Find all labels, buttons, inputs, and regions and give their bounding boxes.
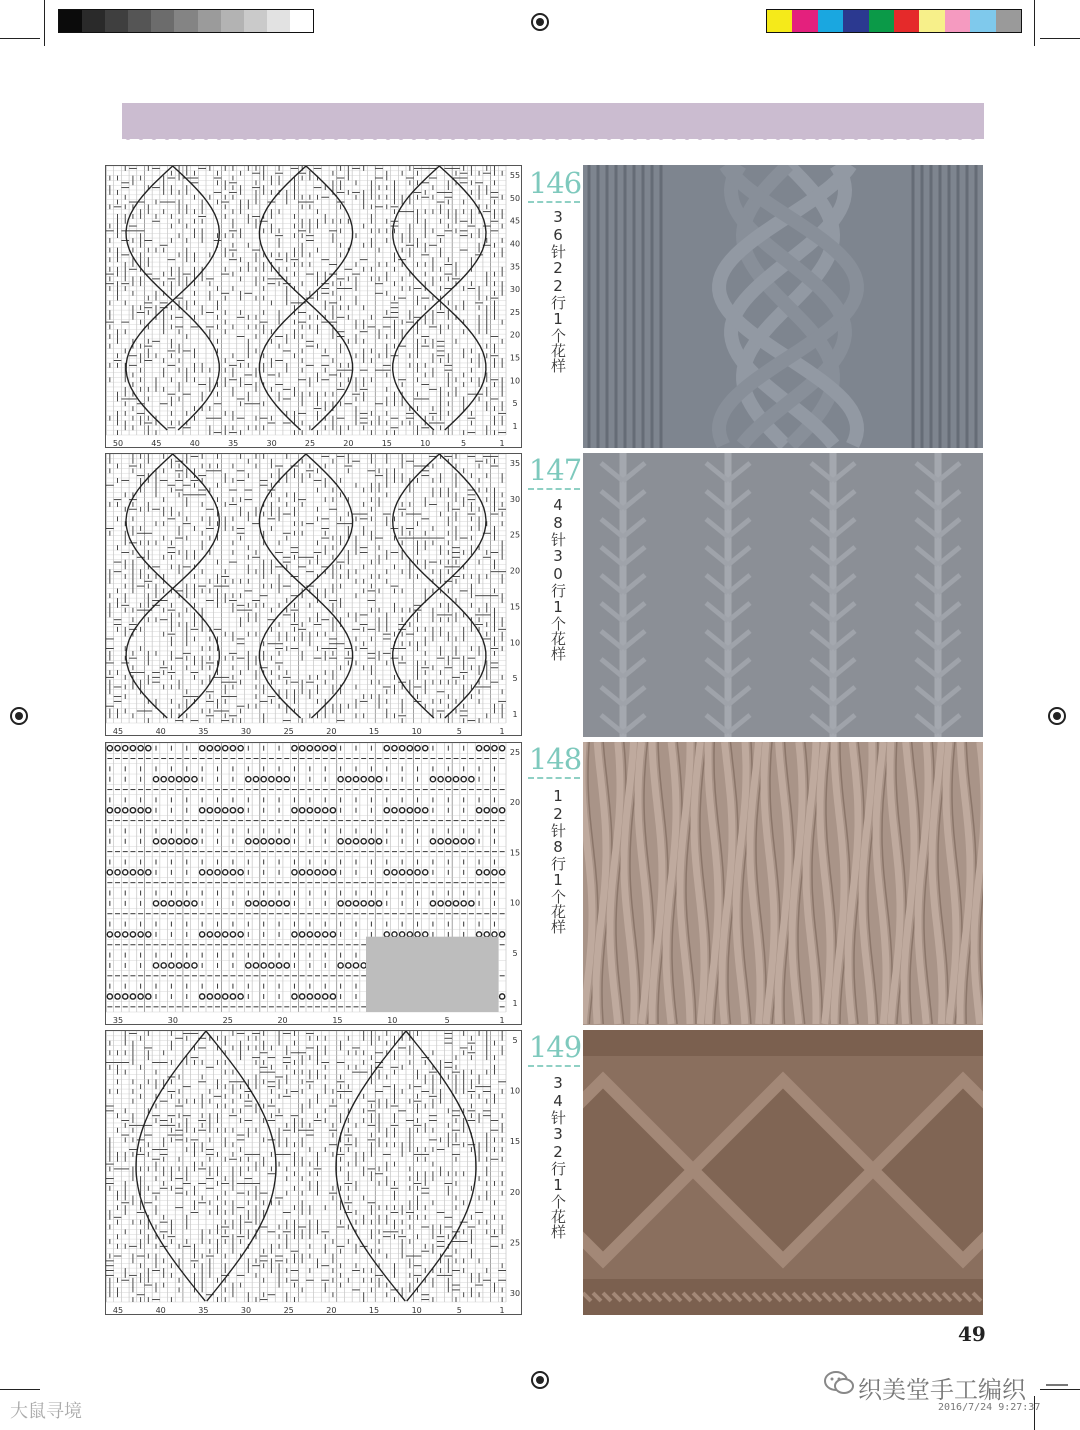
chart-149	[105, 1030, 522, 1315]
row-label: 10	[509, 1086, 521, 1096]
knitting-chart-146	[106, 166, 522, 448]
footer-timestamp: 2016/7/24 9:27:37	[938, 1402, 1041, 1413]
col-label: 15	[368, 727, 380, 736]
gray-swatch	[267, 10, 290, 32]
lace-scallop	[736, 134, 742, 140]
col-label: 25	[283, 727, 294, 736]
lace-scallop	[866, 134, 872, 140]
lace-scallop	[437, 134, 443, 140]
col-label: 10	[411, 1306, 422, 1315]
lace-scallop	[658, 134, 664, 140]
lace-scallop	[788, 134, 794, 140]
gray-swatch	[198, 10, 221, 32]
pattern-number: 147	[528, 453, 582, 487]
gray-swatch	[128, 10, 151, 32]
lace-scallop	[606, 134, 612, 140]
lace-scallop	[346, 134, 352, 140]
col-label: 30	[240, 1306, 252, 1315]
photo-147	[583, 453, 983, 737]
col-label: 25	[222, 1016, 233, 1025]
lace-scallop	[918, 134, 924, 140]
col-label: 1	[499, 439, 505, 448]
row-label: 15	[509, 602, 521, 612]
lace-scallop	[580, 134, 586, 140]
lace-scallop	[593, 134, 599, 140]
row-label: 10	[509, 638, 521, 648]
lace-scallop	[203, 134, 209, 140]
branch-cable-gray-swatch	[583, 453, 983, 737]
lace-scallop	[476, 134, 482, 140]
lace-scallop	[424, 134, 430, 140]
gray-swatch	[105, 10, 128, 32]
lace-scallop	[801, 134, 807, 140]
lace-scallop	[567, 134, 573, 140]
crop-mark	[1040, 38, 1080, 39]
crop-mark	[0, 38, 40, 39]
gray-scale-bar	[58, 9, 314, 33]
chart-146	[105, 165, 522, 448]
pattern-number-underline	[528, 201, 580, 203]
lace-scallop	[684, 134, 690, 140]
lace-scallop	[905, 134, 911, 140]
color-swatch	[843, 10, 868, 32]
lace-scallop	[645, 134, 651, 140]
col-label: 5	[444, 1016, 450, 1025]
color-swatch	[945, 10, 970, 32]
col-label: 25	[304, 439, 316, 448]
row-label: 40	[509, 239, 521, 249]
watermark-text: 织美堂手工编织	[858, 1376, 1026, 1404]
gray-swatch	[244, 10, 267, 32]
pattern-description: 12针8行1个花样	[549, 787, 567, 934]
lace-scallop	[229, 134, 235, 140]
lace-scallop	[463, 134, 469, 140]
lace-scallop	[151, 134, 157, 140]
row-label: 1	[512, 710, 518, 719]
col-label: 10	[420, 439, 431, 448]
lace-scallop	[333, 134, 339, 140]
color-swatch	[919, 10, 944, 32]
lace-scallop	[931, 134, 937, 140]
lace-scallop	[528, 134, 534, 140]
row-label: 5	[512, 1036, 518, 1045]
header-lace-edge	[122, 133, 984, 143]
col-label: 45	[112, 1306, 124, 1315]
lace-scallop	[164, 134, 170, 140]
col-label: 5	[461, 439, 467, 448]
row-label: 50	[509, 193, 521, 203]
crop-mark	[44, 0, 45, 46]
pattern-number-underline	[528, 777, 580, 779]
lace-scallop	[177, 134, 183, 140]
col-label: 1	[499, 727, 505, 736]
gray-swatch	[151, 10, 174, 32]
pattern-number: 148	[528, 742, 582, 776]
col-label: 50	[112, 439, 124, 448]
photo-146	[583, 165, 983, 448]
col-label: 25	[283, 1306, 294, 1315]
lace-scallop	[944, 134, 950, 140]
lace-scallop	[138, 134, 144, 140]
lace-scallop	[489, 134, 495, 140]
lace-scallop	[294, 134, 300, 140]
col-label: 20	[326, 727, 337, 736]
crop-mark	[1034, 0, 1035, 46]
col-label: 40	[189, 439, 200, 448]
col-label: 30	[240, 727, 252, 736]
gray-swatch	[82, 10, 105, 32]
lace-scallop	[697, 134, 703, 140]
col-label: 15	[381, 439, 392, 448]
lace-scallop	[749, 134, 755, 140]
col-label: 40	[155, 1306, 166, 1315]
lace-scallop	[671, 134, 677, 140]
row-label: 20	[509, 566, 521, 576]
row-label: 5	[512, 674, 518, 684]
lace-scallop	[892, 134, 898, 140]
lace-scallop	[242, 134, 248, 140]
row-label: 30	[509, 1289, 521, 1298]
lace-scallop	[853, 134, 859, 140]
lace-scallop	[970, 134, 976, 140]
lace-scallop	[216, 134, 222, 140]
lace-scallop	[385, 134, 391, 140]
col-label: 35	[198, 727, 209, 736]
color-swatch	[996, 10, 1021, 32]
registration-mark-right	[1048, 707, 1066, 725]
lace-scallop	[879, 134, 885, 140]
row-label: 1	[512, 999, 518, 1008]
row-label: 15	[509, 848, 521, 858]
lace-scallop	[450, 134, 456, 140]
lace-scallop	[268, 134, 274, 140]
row-label: 35	[509, 262, 521, 272]
diamond-lace-brown-swatch	[583, 1030, 983, 1315]
lace-scallop	[255, 134, 261, 140]
row-label: 45	[509, 216, 521, 226]
chart-147	[105, 453, 522, 736]
lace-scallop	[827, 134, 833, 140]
crop-mark	[0, 1389, 40, 1390]
lace-scallop	[502, 134, 508, 140]
lace-scallop	[541, 134, 547, 140]
chart-148	[105, 742, 522, 1025]
registration-mark-left	[10, 707, 28, 725]
pattern-description: 36针22行1个花样	[549, 208, 567, 373]
col-label: 15	[332, 1016, 343, 1025]
row-label: 30	[509, 494, 521, 504]
col-label: 1	[499, 1306, 505, 1315]
color-swatch	[767, 10, 792, 32]
watermark-dash	[1046, 1384, 1068, 1386]
lace-scallop	[723, 134, 729, 140]
wavy-rib-taupe-swatch	[583, 742, 983, 1025]
color-swatch	[894, 10, 919, 32]
color-swatch	[818, 10, 843, 32]
lace-scallop	[619, 134, 625, 140]
lace-scallop	[814, 134, 820, 140]
row-label: 25	[509, 530, 521, 540]
lace-scallop	[957, 134, 963, 140]
col-label: 35	[228, 439, 239, 448]
col-label: 1	[499, 1016, 505, 1025]
row-label: 5	[512, 399, 518, 409]
photo-148	[583, 742, 983, 1025]
col-label: 10	[387, 1016, 398, 1025]
row-label: 55	[509, 171, 521, 180]
knitting-chart-147	[106, 454, 522, 736]
pattern-number-underline	[528, 488, 580, 490]
col-label: 30	[266, 439, 277, 448]
page-number: 49	[958, 1322, 986, 1346]
lace-scallop	[190, 134, 196, 140]
row-label: 10	[509, 376, 521, 386]
col-label: 5	[456, 727, 462, 736]
repeat-area	[366, 937, 498, 1012]
color-swatch	[792, 10, 817, 32]
col-label: 40	[155, 727, 166, 736]
lace-scallop	[775, 134, 781, 140]
pattern-number: 146	[528, 166, 582, 200]
color-swatch	[970, 10, 995, 32]
lace-scallop	[372, 134, 378, 140]
col-label: 20	[277, 1016, 288, 1025]
row-label: 25	[509, 307, 521, 317]
pattern-number: 149	[528, 1030, 582, 1064]
col-label: 35	[198, 1306, 209, 1315]
knitting-chart-148	[106, 743, 522, 1025]
col-label: 5	[456, 1306, 462, 1315]
lace-scallop	[840, 134, 846, 140]
row-label: 25	[509, 748, 521, 757]
lace-scallop	[554, 134, 560, 140]
col-label: 30	[167, 1016, 178, 1025]
knitting-chart-149	[106, 1031, 522, 1315]
lace-scallop	[632, 134, 638, 140]
gray-swatch	[59, 10, 82, 32]
col-label: 15	[368, 1306, 380, 1315]
cable-knit-gray-swatch	[583, 165, 983, 448]
footer-left-text: 大鼠寻境	[10, 1401, 82, 1422]
lace-scallop	[307, 134, 313, 140]
row-label: 5	[512, 948, 518, 958]
lace-scallop	[359, 134, 365, 140]
gray-swatch	[290, 10, 313, 32]
registration-mark-top	[531, 13, 549, 31]
col-label: 45	[112, 727, 124, 736]
row-label: 20	[509, 798, 521, 808]
lace-scallop	[281, 134, 287, 140]
gray-swatch	[174, 10, 197, 32]
pattern-description: 48针30行1个花样	[549, 496, 567, 661]
row-label: 10	[509, 898, 521, 908]
row-label: 15	[509, 353, 521, 363]
col-label: 20	[343, 439, 354, 448]
col-label: 10	[411, 727, 422, 736]
color-swatch	[869, 10, 894, 32]
row-label: 20	[509, 1187, 521, 1197]
registration-mark-bottom	[531, 1371, 549, 1389]
lace-scallop	[710, 134, 716, 140]
pattern-number-underline	[528, 1065, 580, 1067]
lace-scallop	[762, 134, 768, 140]
row-label: 35	[509, 459, 521, 468]
wechat-icon	[824, 1370, 854, 1396]
row-label: 30	[509, 285, 521, 295]
lace-scallop	[398, 134, 404, 140]
gray-swatch	[221, 10, 244, 32]
chart-grid	[106, 1031, 506, 1302]
color-bar	[766, 9, 1022, 33]
crop-mark	[1040, 1389, 1080, 1390]
col-label: 45	[151, 439, 162, 448]
col-label: 35	[112, 1016, 124, 1025]
lace-scallop	[320, 134, 326, 140]
row-label: 1	[512, 422, 518, 431]
lace-scallop	[515, 134, 521, 140]
col-label: 20	[326, 1306, 337, 1315]
lace-scallop	[125, 134, 131, 140]
row-label: 25	[509, 1238, 521, 1248]
row-label: 15	[509, 1137, 521, 1147]
row-label: 20	[509, 330, 521, 340]
lace-scallop	[411, 134, 417, 140]
pattern-description: 34针32行1个花样	[549, 1074, 567, 1239]
photo-149	[583, 1030, 983, 1315]
